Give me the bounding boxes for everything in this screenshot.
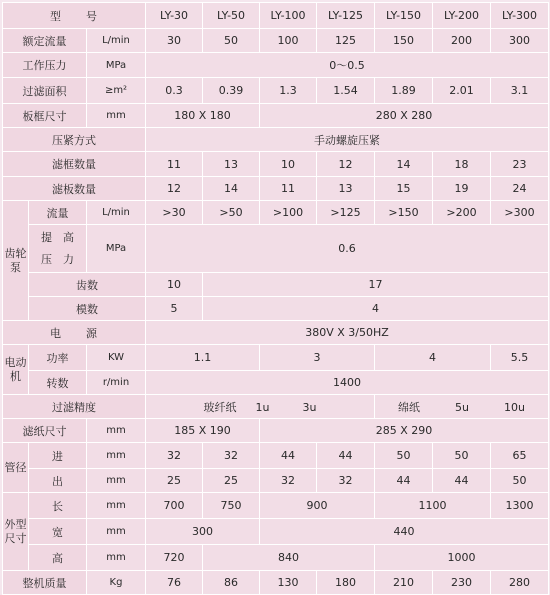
plate-count-value: 19 (433, 177, 491, 201)
pump-flow-unit: L/min (87, 201, 146, 225)
press-method-label: 压紧方式 (3, 128, 146, 152)
height-row (3, 545, 549, 571)
weight-unit: Kg (87, 571, 146, 595)
outlet-value: 50 (491, 469, 549, 493)
pump-module-small: 5 (146, 297, 203, 321)
motor-rpm-unit: r/min (87, 371, 146, 395)
height-value: 720 (146, 545, 203, 571)
pump-flow-value: >125 (317, 201, 375, 225)
precision-label: 过滤精度 (3, 395, 146, 419)
pump-lift-row (3, 225, 549, 273)
frame-count-label: 滤框数量 (3, 152, 146, 177)
outlet-label: 出 (29, 469, 87, 493)
filter-area-value: 0.3 (146, 78, 203, 104)
work-pressure-row (3, 53, 549, 78)
pump-flow-value: >150 (375, 201, 433, 225)
pump-teeth-large: 17 (203, 273, 549, 297)
frame-count-value: 13 (203, 152, 260, 177)
pump-lift-unit: MPa (87, 225, 146, 273)
weight-row (3, 571, 549, 595)
pump-lift-label: 提 高 压 力 (29, 225, 87, 273)
outlet-row (3, 469, 549, 493)
motor-rpm-label: 转数 (29, 371, 87, 395)
precision-cotton-label: 绵纸 (398, 400, 421, 414)
dims-group-label: 外型尺寸 (3, 493, 29, 571)
filter-area-value: 3.1 (491, 78, 549, 104)
height-value: 840 (203, 545, 375, 571)
height-unit: mm (87, 545, 146, 571)
inlet-value: 50 (375, 443, 433, 469)
frame-count-value: 14 (375, 152, 433, 177)
press-method-row (3, 128, 549, 152)
width-row (3, 519, 549, 545)
width-value: 300 (146, 519, 260, 545)
length-value: 700 (146, 493, 203, 519)
outlet-value: 32 (260, 469, 317, 493)
pump-flow-value: >200 (433, 201, 491, 225)
rated-flow-value: 125 (317, 29, 375, 53)
inlet-value: 50 (433, 443, 491, 469)
precision-glass-coarse: 3u (302, 400, 317, 414)
rated-flow-unit: L/min (87, 29, 146, 53)
filter-area-unit: ≥m² (87, 78, 146, 104)
paper-size-row (3, 419, 549, 443)
plate-count-value: 13 (317, 177, 375, 201)
frame-size-small: 180 X 180 (146, 104, 260, 128)
rated-flow-value: 50 (203, 29, 260, 53)
length-label: 长 (29, 493, 87, 519)
model-name: LY-30 (146, 3, 203, 29)
length-value: 900 (260, 493, 375, 519)
work-pressure-value: 0～0.5 (146, 53, 549, 78)
pump-module-row (3, 297, 549, 321)
gear-pump-group-label: 齿轮泵 (3, 201, 29, 321)
model-name: LY-150 (375, 3, 433, 29)
height-label: 高 (29, 545, 87, 571)
filter-area-value: 0.39 (203, 78, 260, 104)
motor-power-unit: KW (87, 345, 146, 371)
inlet-value: 44 (317, 443, 375, 469)
pump-teeth-small: 10 (146, 273, 203, 297)
frame-count-value: 10 (260, 152, 317, 177)
precision-row (3, 395, 549, 419)
motor-power-row (3, 345, 549, 371)
power-supply-label: 电 源 (3, 321, 146, 345)
spec-table (2, 2, 549, 595)
press-method-value: 手动螺旋压紧 (146, 128, 549, 152)
pump-lift-value: 0.6 (146, 225, 549, 273)
filter-area-value: 2.01 (433, 78, 491, 104)
filter-area-label: 过滤面积 (3, 78, 87, 104)
height-value: 1000 (375, 545, 549, 571)
motor-power-value: 1.1 (146, 345, 260, 371)
frame-count-row (3, 152, 549, 177)
plate-count-value: 12 (146, 177, 203, 201)
model-name: LY-125 (317, 3, 375, 29)
work-pressure-label: 工作压力 (3, 53, 87, 78)
length-unit: mm (87, 493, 146, 519)
outlet-unit: mm (87, 469, 146, 493)
plate-count-label: 滤板数量 (3, 177, 146, 201)
pipe-group-label: 管径 (3, 443, 29, 493)
frame-size-unit: mm (87, 104, 146, 128)
motor-power-value: 4 (375, 345, 491, 371)
weight-value: 86 (203, 571, 260, 595)
filter-area-value: 1.54 (317, 78, 375, 104)
paper-size-label: 滤纸尺寸 (3, 419, 87, 443)
motor-power-value: 5.5 (491, 345, 549, 371)
width-label: 宽 (29, 519, 87, 545)
width-value: 440 (260, 519, 549, 545)
pump-flow-label: 流量 (29, 201, 87, 225)
filter-area-value: 1.3 (260, 78, 317, 104)
width-unit: mm (87, 519, 146, 545)
model-name: LY-100 (260, 3, 317, 29)
weight-value: 210 (375, 571, 433, 595)
rated-flow-value: 150 (375, 29, 433, 53)
header-row (3, 3, 549, 29)
pump-flow-value: >30 (146, 201, 203, 225)
model-label: 型 号 (3, 3, 146, 29)
pump-flow-row (3, 201, 549, 225)
precision-cotton-cell (375, 395, 549, 419)
power-supply-value: 380V X 3/50HZ (146, 321, 549, 345)
motor-power-label: 功率 (29, 345, 87, 371)
outlet-value: 44 (433, 469, 491, 493)
filter-area-value: 1.89 (375, 78, 433, 104)
motor-rpm-value: 1400 (146, 371, 549, 395)
motor-power-value: 3 (260, 345, 375, 371)
plate-count-row (3, 177, 549, 201)
model-name: LY-200 (433, 3, 491, 29)
pump-module-label: 模数 (29, 297, 146, 321)
pump-flow-value: >50 (203, 201, 260, 225)
weight-value: 230 (433, 571, 491, 595)
weight-value: 280 (491, 571, 549, 595)
rated-flow-value: 30 (146, 29, 203, 53)
outlet-value: 25 (203, 469, 260, 493)
model-name: LY-50 (203, 3, 260, 29)
weight-value: 130 (260, 571, 317, 595)
rated-flow-label: 额定流量 (3, 29, 87, 53)
frame-count-value: 11 (146, 152, 203, 177)
paper-size-small: 185 X 190 (146, 419, 260, 443)
power-supply-row (3, 321, 549, 345)
plate-count-value: 24 (491, 177, 549, 201)
frame-size-label: 板框尺寸 (3, 104, 87, 128)
frame-size-row (3, 104, 549, 128)
plate-count-value: 11 (260, 177, 317, 201)
work-pressure-unit: MPa (87, 53, 146, 78)
rated-flow-value: 300 (491, 29, 549, 53)
pump-flow-value: >100 (260, 201, 317, 225)
paper-size-unit: mm (87, 419, 146, 443)
pump-flow-value: >300 (491, 201, 549, 225)
inlet-label: 进 (29, 443, 87, 469)
weight-value: 76 (146, 571, 203, 595)
length-row (3, 493, 549, 519)
weight-label: 整机质量 (3, 571, 87, 595)
pump-teeth-row (3, 273, 549, 297)
plate-count-value: 15 (375, 177, 433, 201)
inlet-value: 32 (203, 443, 260, 469)
plate-count-value: 14 (203, 177, 260, 201)
frame-size-large: 280 X 280 (260, 104, 549, 128)
outlet-value: 32 (317, 469, 375, 493)
rated-flow-row (3, 29, 549, 53)
inlet-row (3, 443, 549, 469)
length-value: 1100 (375, 493, 491, 519)
outlet-value: 25 (146, 469, 203, 493)
model-name: LY-300 (491, 3, 549, 29)
frame-count-value: 23 (491, 152, 549, 177)
length-value: 750 (203, 493, 260, 519)
pump-teeth-label: 齿数 (29, 273, 146, 297)
motor-group-label: 电动机 (3, 345, 29, 395)
inlet-unit: mm (87, 443, 146, 469)
precision-glass-cell (146, 395, 375, 419)
outlet-value: 44 (375, 469, 433, 493)
inlet-value: 44 (260, 443, 317, 469)
frame-count-value: 12 (317, 152, 375, 177)
frame-count-value: 18 (433, 152, 491, 177)
rated-flow-value: 100 (260, 29, 317, 53)
pump-module-large: 4 (203, 297, 549, 321)
weight-value: 180 (317, 571, 375, 595)
inlet-value: 32 (146, 443, 203, 469)
inlet-value: 65 (491, 443, 549, 469)
rated-flow-value: 200 (433, 29, 491, 53)
precision-cotton-fine: 5u (455, 400, 470, 414)
motor-rpm-row (3, 371, 549, 395)
precision-glass-fine: 1u (255, 400, 270, 414)
precision-cotton-coarse: 10u (504, 400, 525, 414)
length-value: 1300 (491, 493, 549, 519)
filter-area-row (3, 78, 549, 104)
precision-glass-label: 玻纤纸 (203, 400, 237, 414)
paper-size-large: 285 X 290 (260, 419, 549, 443)
